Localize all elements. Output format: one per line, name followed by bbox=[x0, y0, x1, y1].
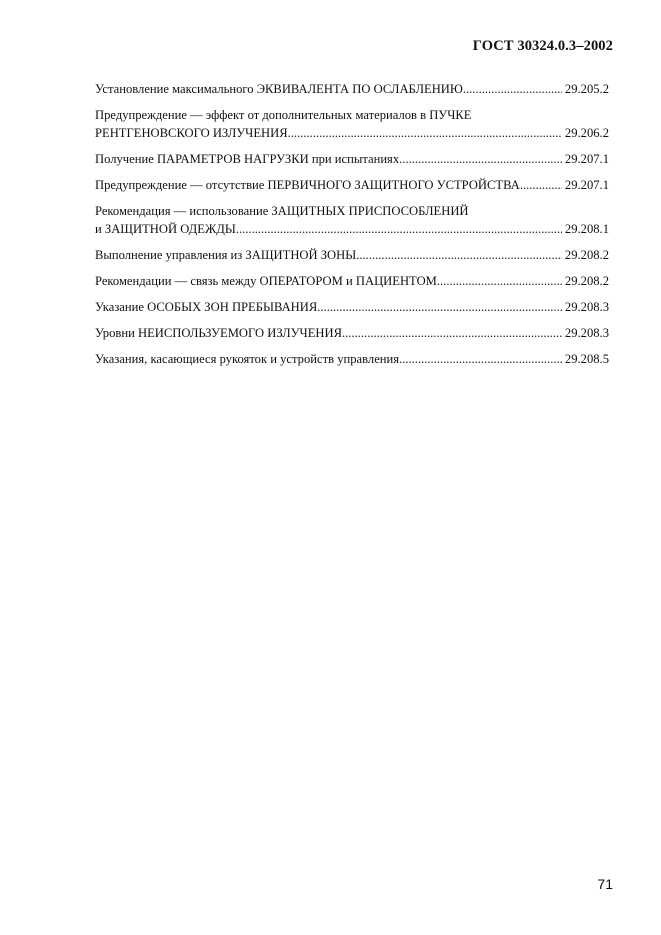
toc-line bbox=[95, 82, 609, 97]
toc-entry-ref: 29.208.2 bbox=[564, 274, 609, 288]
toc-entry bbox=[95, 82, 609, 97]
toc-entry bbox=[95, 204, 609, 237]
toc-entry bbox=[95, 152, 609, 167]
dot-leader bbox=[342, 326, 562, 341]
toc-entry-text: Указание ОСОБЫХ ЗОН ПРЕБЫВАНИЯ bbox=[95, 300, 318, 314]
toc-entry-text: Рекомендации — связь между ОПЕРАТОРОМ и ПАЦИЕНТОМ bbox=[95, 274, 437, 288]
toc-line bbox=[95, 204, 609, 219]
toc-line bbox=[95, 300, 609, 315]
table-of-contents bbox=[95, 82, 609, 378]
toc-line bbox=[95, 152, 609, 167]
toc-entry bbox=[95, 300, 609, 315]
toc-line bbox=[95, 352, 609, 367]
dot-leader bbox=[399, 352, 562, 367]
toc-entry-ref: 29.207.1 bbox=[564, 178, 609, 192]
dot-leader bbox=[437, 274, 562, 289]
toc-entry-text: РЕНТГЕНОВСКОГО ИЗЛУЧЕНИЯ bbox=[95, 126, 288, 140]
dot-leader bbox=[399, 152, 562, 167]
dot-leader bbox=[463, 82, 562, 97]
dot-leader bbox=[520, 178, 562, 193]
toc-line bbox=[95, 274, 609, 289]
toc-line bbox=[95, 248, 609, 263]
toc-line bbox=[95, 108, 609, 123]
toc-entry-text: и ЗАЩИТНОЙ ОДЕЖДЫ bbox=[95, 222, 236, 236]
toc-entry-text-first-line: Рекомендация — использование ЗАЩИТНЫХ ПРИСПОСОБЛЕНИЙ bbox=[95, 204, 469, 218]
dot-leader bbox=[236, 222, 562, 237]
toc-entry bbox=[95, 108, 609, 141]
dot-leader bbox=[317, 300, 562, 315]
toc-entry-text-first-line: Предупреждение — эффект от дополнительных материалов в ПУЧКЕ bbox=[95, 108, 472, 122]
toc-entry-text: Уровни НЕИСПОЛЬЗУЕМОГО ИЗЛУЧЕНИЯ bbox=[95, 326, 342, 340]
toc-entry-ref: 29.208.3 bbox=[564, 326, 609, 340]
toc-entry bbox=[95, 326, 609, 341]
toc-entry-ref: 29.208.1 bbox=[564, 222, 609, 236]
toc-entry-ref: 29.208.5 bbox=[564, 352, 609, 366]
toc-entry-ref: 29.205.2 bbox=[564, 82, 609, 96]
dot-leader bbox=[356, 248, 562, 263]
document-header: ГОСТ 30324.0.3–2002 bbox=[472, 38, 613, 54]
toc-line bbox=[95, 178, 609, 193]
toc-entry bbox=[95, 352, 609, 367]
toc-entry bbox=[95, 178, 609, 193]
toc-entry bbox=[95, 274, 609, 289]
toc-entry-ref: 29.206.2 bbox=[564, 126, 609, 140]
dot-leader bbox=[288, 126, 562, 141]
toc-entry-text: Получение ПАРАМЕТРОВ НАГРУЗКИ при испытаниях bbox=[95, 152, 400, 166]
toc-line bbox=[95, 222, 609, 237]
toc-line bbox=[95, 326, 609, 341]
toc-entry-text: Указания, касающиеся рукояток и устройств управления bbox=[95, 352, 400, 366]
toc-entry-ref: 29.208.2 bbox=[564, 248, 609, 262]
toc-line bbox=[95, 126, 609, 141]
toc-entry bbox=[95, 248, 609, 263]
toc-entry-ref: 29.208.3 bbox=[564, 300, 609, 314]
toc-entry-text: Выполнение управления из ЗАЩИТНОЙ ЗОНЫ bbox=[95, 248, 357, 262]
page-number: 71 bbox=[597, 876, 613, 892]
toc-entry-text: Предупреждение — отсутствие ПЕРВИЧНОГО ЗАЩИТНОГО УСТРОЙСТВА bbox=[95, 178, 520, 192]
toc-entry-text: Установление максимального ЭКВИВАЛЕНТА ПО ОСЛАБЛЕНИЮ bbox=[95, 82, 463, 96]
toc-entry-ref: 29.207.1 bbox=[564, 152, 609, 166]
